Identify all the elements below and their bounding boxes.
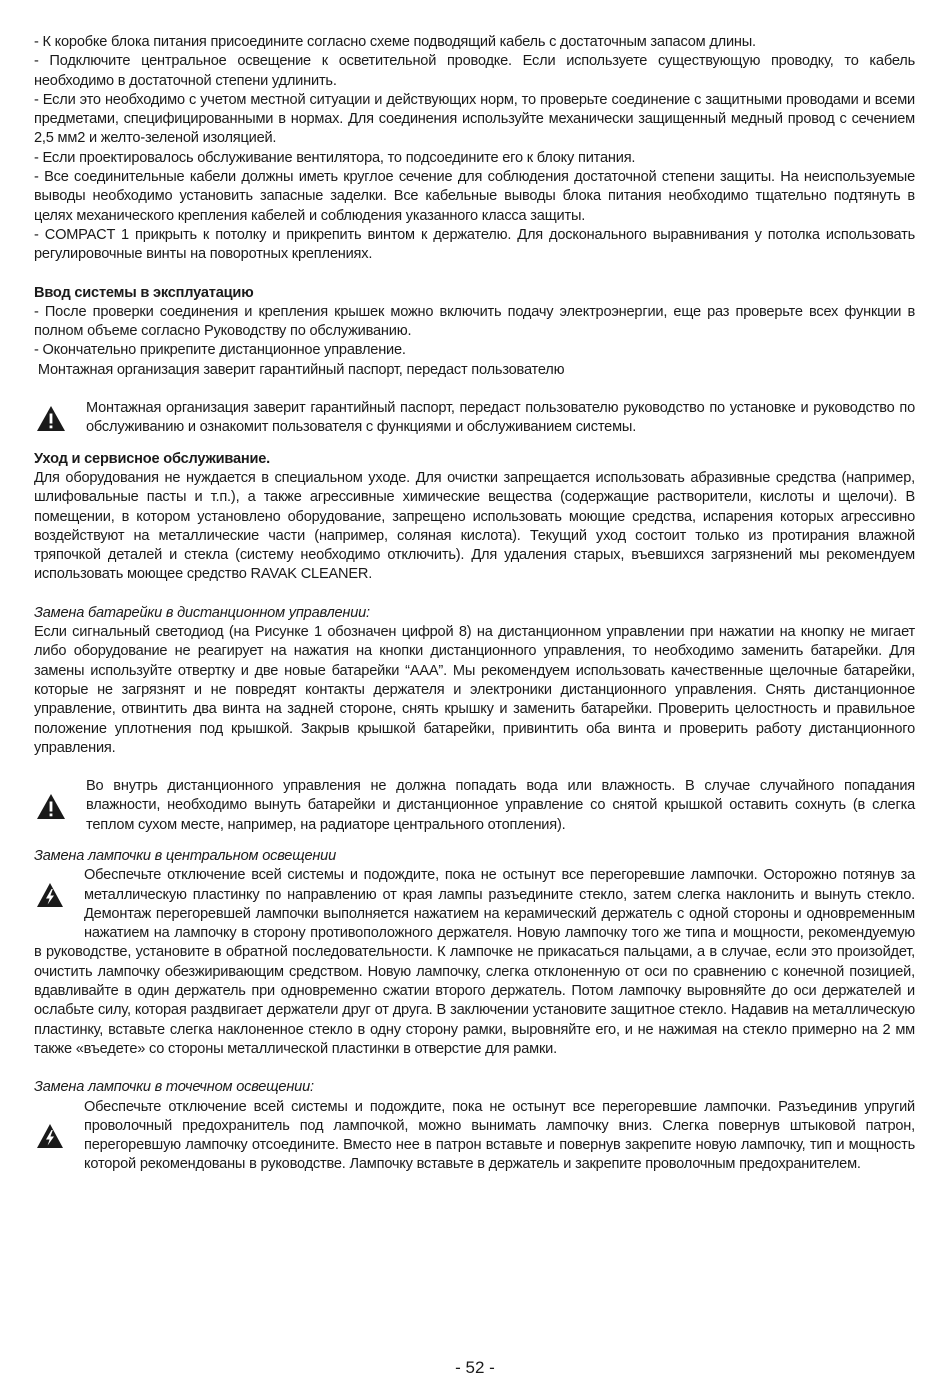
care-heading: Уход и сервисное обслуживание. [34,450,271,467]
installation-step: - COMPACT 1 прикрыть к потолку и прикрепить винтом к держателю. Для досконального выравнивания у потолка использовать регулировочные винты на поворотных креплениях. [34,226,915,263]
commissioning-line: Монтажная организация заверит гарантийный паспорт, передаст пользователю [34,361,565,378]
installation-step: - Если проектировалось обслуживание вентилятора, то подсоедините его к блоку питания. [34,149,636,166]
page-number: - 52 - [455,1358,495,1377]
care-text: Для оборудования не нуждается в специальном уходе. Для очистки запрещается использовать абразивные средства (например, шлифовальные пасты и т.п.), а также агрессивные химические вещества (содержащие растворители, кислоты и щелочи). В помещении, в котором установлено оборудование, запрещено использовать моющие средства, испарения которых агрессивно воздействуют на металлические части (например, соляная кислота). Текущий уход состоит только из протирания влажной тряпочкой деталей и стекла (систему необходимо отключить). Для удаления старых, въевшихся загрязнений мы рекомендуем использовать моющее средство RAVAK CLEANER. [34,469,915,583]
spot-lamp-text: Обеспечьте отключение всей системы и подождите, пока не остынут все перегоревшие лампочки. Разъединив упругий проволочный предохранитель под лампочкой, можно вынимать лампочку вниз. Слегка повернув штыковой патрон, перегоревшую лампочку отсоедините. Вместо нее в патрон вставьте и повернув закрепите новую лампочку, тип и мощность которой рекомендованы в руководстве. Лампочку вставьте в держатель и закрепите проволочным предохранителем. [84,1098,915,1173]
battery-section [34,604,915,835]
installation-steps [34,33,915,265]
central-lamp-section [34,847,915,1059]
battery-text: Если сигнальный светодиод (на Рисунке 1 обозначен цифрой 8) на дистанционном управлении при нажатии на кнопку не мигает либо оборудование не реагирует на нажатия на кнопки дистанционного управления, то необходимо заменить батарейки. Для замены используйте отвертку и две новые батарейки “AAA”. Мы рекомендуем использовать качественные щелочные батарейки, которые не загрязнят и не повредят контакты держателя и электроники дистанционного управления. Снять дистанционное управление, отвинтить два винта на задней стороне, снять крышку и заменить батарейки. Проверить целостность и правильное положение уплотнения под крышкой. Закрыв крышкой батарейки, привинтить оба винта и проверить работу дистанционного управления. [34,624,915,756]
manual-page [34,33,915,1175]
central-lamp-text: Обеспечьте отключение всей системы и подождите, пока не остынут все перегоревшие лампочки. Осторожно потянув за металлическую пластинку по направлению от края лампы разъедините стекло, затем слегка наклонить и вынуть стекло. Демонтаж перегоревшей лампочки выполняется нажатием на керамический держатель с одной стороны и одновременным нажатием на лампочку в сторону противоположного держателя. Новую лампочку того же типа и мощности, рекомендуемую в руководстве, установите в обратной последовательности. К лампочке не прикасаться пальцами, а в случае, если это произойдет, очистить лампочку обезжиривающим средством. Новую лампочку, слегка отклоненную от оси по сравнению с конечной позицией, вдавливайте в один держатель при одновременно сжатии второго держатель. Потом лампочку выровняйте до оси держателей и ослабьте силу, которая раздвигает держатели друг от друга. В заключении установите защитное стекло. Надавив на металлическую пластинку, вставьте слегка наклоненное стекло в одну сторону рамки, выровняйте его, и не нажимая на стекло примерно на 2 мм также «въедете» со стороны металлической пластинки в отверстие для рамки. [34,867,915,1057]
installation-step: - К коробке блока питания присоедините согласно схеме подводящий кабель с достаточным запасом длины. [34,34,756,50]
high-voltage-triangle-icon [34,1098,84,1174]
installation-step: - Подключите центральное освещение к осветительной проводке. Если используете существующую проводку, то кабель необходимо в достаточной степени удлинить. [34,53,915,89]
commissioning-line: - После проверки соединения и крепления крышек можно включить подачу электроэнергии, еще раз проверьте всех функции в полном объеме согласно Руководству по обслуживанию. [34,303,915,340]
commissioning-warning-text: Монтажная организация заверит гарантийный паспорт, передаст пользователю руководство по установке и руководство по обслуживанию и ознакомит пользователя с функциями и обслуживанием системы. [86,400,915,436]
commissioning-section [34,284,915,438]
battery-warning [34,777,915,835]
high-voltage-triangle-icon [34,866,84,924]
spot-lamp-heading: Замена лампочки в точечном освещении: [34,1079,314,1096]
care-section [34,450,915,585]
spot-lamp-section [34,1078,915,1174]
exclamation-triangle-icon [34,405,86,432]
exclamation-triangle-icon [34,793,86,820]
commissioning-warning [34,399,915,438]
installation-step: - Все соединительные кабели должны иметь круглое сечение для соблюдения достаточной степени защиты. На неиспользуемые выводы необходимо установить запасные заделки. Все кабельные выводы блока питания необходимо тщательно подтянуть в целях механического крепления кабелей и соблюдения указанного класса защиты. [34,169,915,224]
commissioning-heading: Ввод системы в эксплуатацию [34,284,254,301]
battery-heading: Замена батарейки в дистанционном управлении: [34,604,370,621]
installation-step: - Если это необходимо с учетом местной ситуации и действующих норм, то проверьте соединение с защитными проводами и всеми предметами, специфицированными в нормах. Для соединения используйте механически защищенный медный провод с сечением 2,5 мм2 и желто-зеленой изоляцией. [34,91,915,147]
central-lamp-heading: Замена лампочки в центральном освещении [34,847,337,864]
battery-warning-text: Во внутрь дистанционного управления не должна попадать вода или влажность. В случае случайного попадания влажности, необходимо вынуть батарейки и дистанционное управление со снятой крышкой оставить сохнуть (в слегка теплом сухом месте, например, на радиаторе центрального отопления). [86,778,915,833]
commissioning-line: - Окончательно прикрепите дистанционное управление. [34,342,406,359]
